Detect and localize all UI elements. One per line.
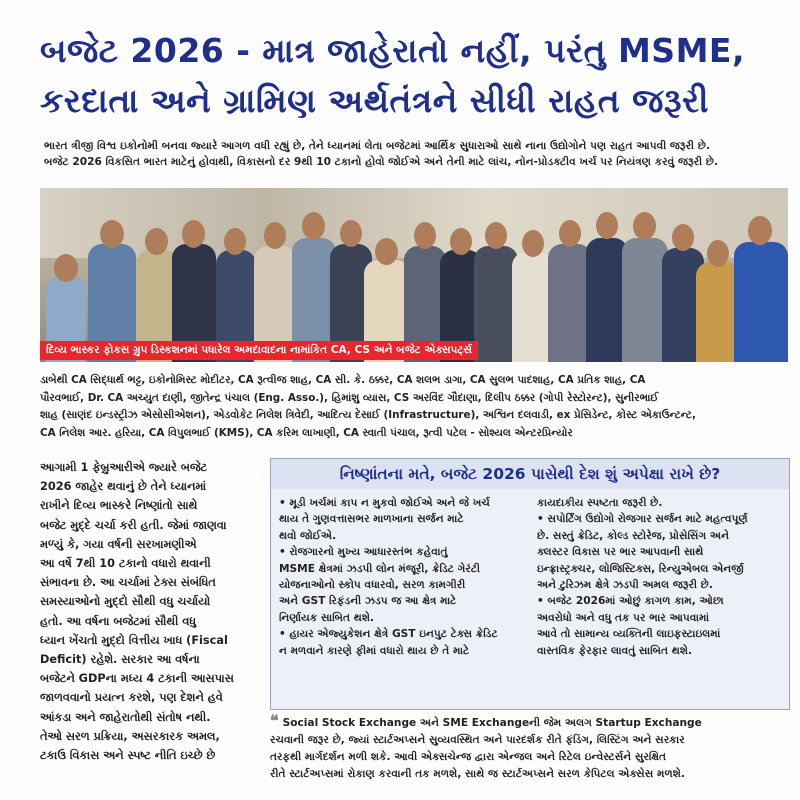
photo-person-head: [340, 220, 362, 247]
headline-line-1: બજેટ 2026 - માત્ર જાહેરાતો નહીં, પરંતુ MSME,: [40, 31, 745, 70]
photo-person-head: [633, 212, 656, 240]
photo-person-head: [559, 220, 581, 247]
photo-person-head: [182, 220, 205, 248]
startup-line: રચવાની જરૂર છે, જ્યાં સ્ટાર્ટઅપ્સને સુવ્યવસ્થિત અને પારદર્શક રીતે ફંડિંગ, લિસ્ટિંગ અને સરકાર: [270, 734, 685, 746]
photo-person-head: [375, 238, 398, 265]
article-line: સમસ્યાઓનો મુદ્દો સૌથી વધુ ચર્ચાયો: [40, 595, 211, 609]
startup-line: રીતે સ્ટાર્ટઅપ્સમાં રોકાણ કરવાની તક મળશે, સાથે જ સ્ટાર્ટઅપ્સને સરળ કેપિટલ એક્સેસ મળશે.: [270, 768, 685, 780]
expert-line: અને GST રિફંડની ઝડપ જ આ ક્ષેત્ર માટે: [279, 595, 457, 608]
photo-person-head: [672, 224, 694, 251]
article-line: હતો. આ વર્ષના બજેટમાં સૌથી વધુ: [40, 614, 197, 628]
headline: [40, 26, 780, 126]
startup-line-text: Social Stock Exchange અને SME Exchangeની જેમ અલગ Startup Exchange: [282, 717, 702, 729]
photo-person-head: [224, 228, 246, 255]
photo-person-head: [450, 228, 472, 255]
expert-line: • મૂડી ખર્ચમાં કાપ ન મુકવો જોઈએ અને જે ખર્ચ: [279, 497, 490, 509]
article-left-column: [40, 458, 262, 765]
article-line: જાળવવાનો પ્રયત્ન કરશે, પણ દેશને હવે: [40, 691, 223, 705]
article-line: આંકડા અને જાહેરાતોથી સંતોષ નથી.: [40, 710, 211, 724]
credits-line: ડાબેથી CA સિદ્ધાર્થ ભટ્ટ, ઇકોનોમિસ્ટ મોદીટર, CA રૂત્વીજ શાહ, CA સી. કે. ઠક્કર, CA શલભ ડાગા, CA સુલભ પાદશાહ, CA પ્રતિક શાહ, CA: [40, 374, 646, 386]
expert-opinion-box: [270, 458, 790, 710]
photo-person-head: [485, 222, 507, 249]
article-line: સંભાવના છે. આ ચર્ચામાં ટેક્સ સંબંધિત: [40, 576, 216, 590]
expert-line: ક્લસ્ટર વિકાસ પર ભાર આપવાની સાથે: [537, 546, 704, 559]
expert-line: ઇન્ફ્રાસ્ટ્રક્ચર, લોજિસ્ટિક્સ, રિન્યુએબલ એનર્જી: [537, 562, 744, 575]
credits-line: પૌરવભાઈ, Dr. CA અચ્યુત દાણી, જીતેન્દ્ર પંચાલ (Eng. Asso.), હિમાંશુ વ્યાસ, CS અરવિંદ ગૌદાણા, દિલીપ ઠક્કર (ગોપી રેસ્ટોરન્ટ), સુનીરભાઈ: [40, 391, 659, 404]
expert-line: અવરોધો અને વધુ તક પર ભાર આપવામાં: [537, 611, 710, 624]
expert-line: • રોજગારનો મુખ્ય આધારસ્તંભ કહેવાતું: [279, 546, 448, 559]
photo-person-head: [145, 228, 168, 255]
article-line: 2026 જાહેર થવાનું છે તેને ધ્યાનમાં: [40, 480, 207, 494]
intro-line: બજેટ 2026 વિકસિત ભારત માટેનું હોવાથી, વિકાસનો દર 9થી 10 ટકાનો હોવો જોઈએ અને તેની માટે લાંચ, નોન-પ્રોડક્ટીવ ખર્ચ પર નિયંત્રણ કરવું જરૂરી છે.: [44, 156, 719, 168]
intro-paragraph: [44, 138, 784, 170]
article-line: Deficit) રહેશે. સરકાર આ વર્ષના: [40, 653, 200, 667]
expert-box-title: નિષ્ણાંતના મતે, બજેટ 2026 પાસેથી દેશ શું અપેક્ષા રાખે છે?: [271, 459, 789, 489]
expert-line: અને ટુરિઝમ ક્ષેત્રે ઝડપી અમલ જરૂરી છે.: [537, 579, 713, 592]
photo-person-head: [54, 254, 78, 282]
photo-person-head: [596, 212, 618, 239]
expert-line: • હાયર એજ્યુકેશન ક્ષેત્રે GST ઇનપુટ ટેક્સ ક્રેડિટ: [279, 628, 498, 641]
quote-mark-icon: ❝: [270, 712, 279, 730]
article-line: મળ્યું કે, ગયા વર્ષની સરખામણીએ: [40, 537, 197, 551]
startup-line: તરફથી માર્ગદર્શન મળી શકે. આવી એક્સચેન્જ દ્વારા એન્જલ અને રિટેલ ઇન્વેસ્ટર્સને સુરક્ષિત: [270, 751, 667, 763]
expert-line: આવે તો સામાન્ય વ્યક્તિની લાઇફસ્ટાઇલમાં: [537, 628, 721, 641]
expert-line: નિર્ણાયક સાબિત થશે.: [279, 611, 375, 624]
article-line: આ વર્ષે 7થી 10 ટકાનો વધારો થવાની: [40, 557, 211, 571]
photo-person: [734, 242, 788, 362]
expert-line: યોજનાઓનો સ્કોપ વધારવો, સરળ કામગીરી: [279, 579, 466, 592]
startup-exchange-quote: [270, 712, 790, 783]
expert-line: થવો જોઈએ.: [279, 529, 337, 542]
article-line: બજેટ મુદ્દે ચર્ચા કરી હતી. જેમાં જાણવા: [40, 518, 227, 532]
expert-line: • સપોર્ટિંગ ઉદ્યોગો રોજગાર સર્જન માટે મહત્વપૂર્ણ: [537, 513, 748, 526]
expert-line: MSME ક્ષેત્રમાં ઝડપી લોન મંજૂરી, ક્રેડિટ ગેરંટી: [279, 562, 481, 575]
expert-line: કાયદાકીય સ્પષ્ટતા જરૂરી છે.: [537, 497, 663, 509]
photo-person-head: [100, 220, 124, 248]
credits-line: CA નિલેશ આર. હરિયા, CA વિપુલભાઈ (KMS), CA કરિમ લાખાણી, CA સ્વાતી પંચાલ, રૂત્વી પટેલ - સોશ્યલ એન્ટરપ્રિન્યોર: [40, 426, 573, 439]
article-line: ટકાઉ વિકાસ અને સ્પષ્ટ નીતિ ઇચ્છે છે: [40, 749, 216, 763]
photo-person-head: [707, 240, 729, 267]
intro-line: ભારત ત્રીજી વિશ્વ ઇકોનોમી બનવા જ્યારે આગળ વધી રહ્યું છે, તેને ધ્યાનમાં લેતા બજેટમાં આર્થિક સુધારાઓ સાથે નાના ઉદ્યોગોને પણ રાહત આપવી જરૂરી છે.: [44, 140, 710, 152]
photo-person-head: [302, 212, 325, 240]
photo-person-head: [264, 222, 286, 249]
photo-caption: દિવ્ય ભાસ્કર ફોકસ ગ્રુપ ડિસ્કશનમાં પધારેલ અમદાવાદના નામાંકિત CA, CS અને બજેટ એક્સપર્ટ્સ: [40, 341, 478, 360]
photo-person-head: [414, 222, 436, 249]
photo-person-head: [748, 216, 772, 245]
article-line: ધ્યાન ખેંચતો મુદ્દો વિત્તીય ખાધ (Fiscal: [40, 633, 228, 647]
expert-box-right-column: [537, 495, 785, 659]
expert-line: ન મળવાને કારણે ફીમાં વધારો થાય છે તે માટે: [279, 644, 470, 657]
photo-credits: [40, 372, 788, 442]
group-photo: [40, 188, 788, 362]
photo-person-head: [522, 230, 544, 257]
article-line: રાખીને દિવ્ય ભાસ્કરે નિષ્ણાંતો સાથે: [40, 499, 198, 513]
article-line: તેઓ સરળ પ્રક્રિયા, અસરકારક અમલ,: [40, 729, 220, 743]
expert-line: થાય તે ગુણવત્તાસભર માળખાના સર્જન માટે: [279, 513, 464, 526]
expert-line: • બજેટ 2026માં ઓછું કાગળ કામ, ઓછા: [537, 595, 724, 608]
expert-line: છે. સસ્તું ક્રેડિટ, કોલ્ડ સ્ટોરેજ, પ્રોસેસિંગ અને: [537, 529, 729, 542]
credits-line: શાહ (સાણંદ ઇન્ડસ્ટ્રીઝ એસોસીએશન), એડવોકેટ નિલેશ ત્રિવેદી, આદિત્ય દેસાઈ (Infrastructure), અશ્વિન દલવાડી, ex પ્રેસિડેન્ટ, કોસ્ટ એકાઉન્ટન્ટ,: [40, 409, 696, 421]
headline-line-2: કરદાતા અને ગ્રામિણ અર્થતંત્રને સીધી રાહત જરૂરી: [40, 81, 709, 120]
article-line: બજેટને GDPના મધ્ય 4 ટકાની આસપાસ: [40, 672, 234, 686]
article-line: આગામી 1 ફેબ્રુઆરીએ જ્યારે બજેટ: [40, 461, 208, 474]
expert-box-left-column: [279, 495, 525, 659]
startup-line: [270, 712, 790, 732]
expert-line: વાસ્તવિક ફેરફાર લાવતું સાબિત થશે.: [537, 644, 693, 657]
